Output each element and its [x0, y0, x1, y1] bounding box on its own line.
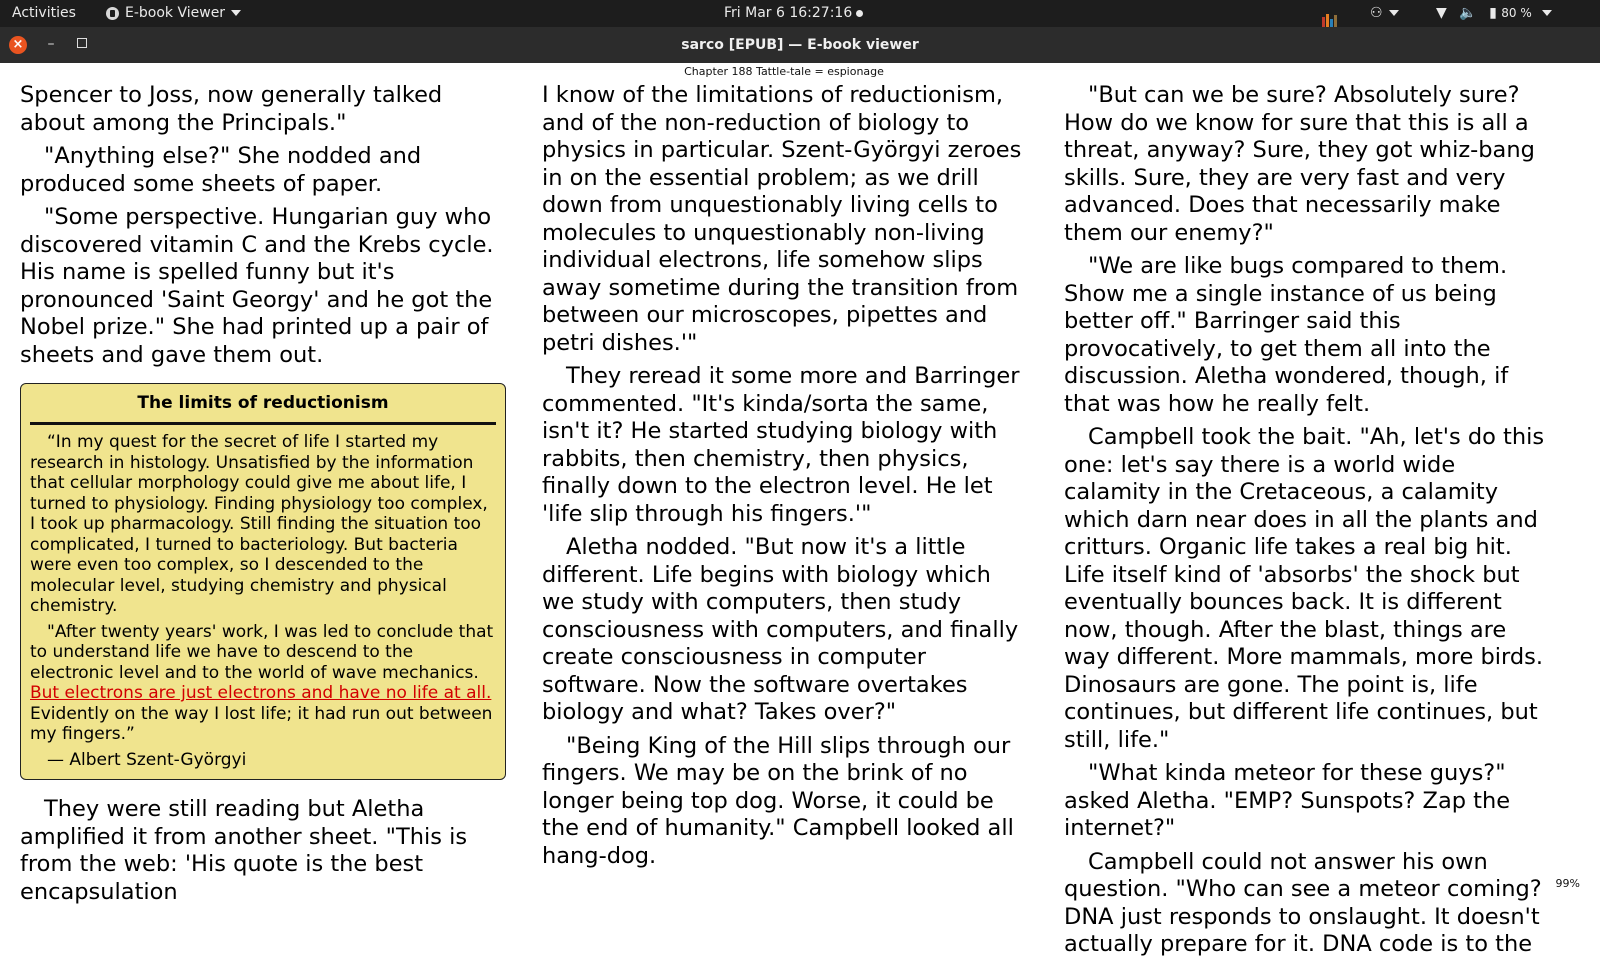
wifi-icon: ▼: [1436, 5, 1447, 21]
accessibility-menu[interactable]: [1370, 0, 1399, 27]
chevron-down-icon: [231, 10, 241, 16]
app-name: E-book Viewer: [125, 5, 226, 21]
quote-text: "After twenty years' work, I was led to conclude that to understand life we have to descend to the electronic level and to the world of wave mechanics.: [30, 621, 494, 683]
maximize-button[interactable]: [77, 38, 87, 48]
paragraph: Spencer to Joss, now generally talked about among the Principals.": [20, 82, 443, 136]
reading-progress: 99%: [1555, 877, 1580, 890]
paragraph: "But can we be sure? Absolutely sure? How do we know for sure that this is all a threat, anyway? Sure, they got whiz-bang skills. Sure, they are very fast and very advanced. Does that necessarily make them our enemy?": [1064, 82, 1535, 246]
quote-box: [20, 383, 506, 780]
battery-icon: ▮: [1489, 5, 1497, 21]
battery-level: 80 %: [1501, 6, 1532, 20]
paragraph: They were still reading but Aletha amplified it from another sheet. "This is from the web: 'His quote is the best encapsulation: [20, 796, 468, 905]
paragraph: Aletha nodded. "But now it's a little different. Life begins with biology which we study with computers, then study consciousness with computers, and finally create consciousness in computer software. Now the software overtakes biology and what? Takes over?": [542, 534, 1019, 725]
close-button[interactable]: ×: [9, 36, 27, 54]
window-titlebar: [0, 27, 1600, 63]
datetime: Fri Mar 6 16:27:16: [724, 5, 853, 21]
top-bar: [0, 0, 1600, 27]
chapter-header: Chapter 188 Tattle-tale = espionage: [684, 65, 884, 78]
minimize-button[interactable]: –: [47, 36, 55, 52]
page-column-3: [1064, 82, 1550, 965]
accessibility-icon: ⚇: [1370, 5, 1383, 21]
paragraph: Campbell took the bait. "Ah, let's do this one: let's say there is a world wide calamity in the Cretaceous, a calamity which darn near does in all the plants and critturs. Organic life takes a real big hit. Life itself kind of 'absorbs' the shock but eventually bounces back. It is different now, though. After the blast, things are way different. More mammals, more birds. Dinosaurs are gone. The point is, life continues, but different life continues, but still, life.": [1064, 424, 1545, 753]
paragraph: "Some perspective. Hungarian guy who discovered vitamin C and the Krebs cycle. His name is spelled funny but it's pronounced 'Saint Georgy' and he got the Nobel prize." She had printed up a pair of sheets and gave them out.: [20, 204, 494, 368]
highlighted-quote[interactable]: But electrons are just electrons and have no life at all.: [30, 683, 492, 703]
volume-muted-icon: 🔈: [1459, 5, 1477, 21]
app-menu[interactable]: [106, 0, 241, 27]
page-column-2: [542, 82, 1028, 876]
paragraph: Campbell could not answer his own question. "Who can see a meteor coming? DNA just responds to onslaught. It doesn't actually prepare for it. DNA code is to the: [1064, 848, 1542, 957]
quote-paragraph: [30, 622, 496, 745]
paragraph: "What kinda meteor for these guys?" asked Aletha. "EMP? Sunspots? Zap the internet?": [1064, 760, 1511, 841]
clock[interactable]: [724, 0, 863, 27]
paragraph: "Anything else?" She nodded and produced some sheets of paper.: [20, 143, 422, 197]
paragraph: "We are like bugs compared to them. Show me a single instance of us being better off." Barringer said this provocatively, to get them all into the discussion. Aletha wondered, though, if that was how he really felt.: [1064, 253, 1509, 417]
quote-box-title: The limits of reductionism: [30, 392, 496, 425]
paragraph: They reread it some more and Barringer commented. "It's kinda/sorta the same, isn't it? He started studying biology with rabbits, then chemistry, then physics, finally down to the electron level. He let 'life slip through his fingers.'": [542, 363, 1020, 527]
paragraph: I know of the limitations of reductionism, and of the non-reduction of biology to physics in particular. Szent-Györgyi zeroes in on the essential problem; as we drill down from unquestionably living cells to molecules to unquestionably non-living individual electrons, life somehow slips away sometime during the transition from between our microscopes, pipettes and petri dishes.'": [542, 82, 1022, 356]
quote-paragraph: “In my quest for the secret of life I started my research in histology. Unsatisfied by the information that cellular morphology could give me about life, I turned to physiology. Finding physiology too complex, I took up pharmacology. Still finding the situation too complicated, I turned to bacteriology. But bacteria were even too complex, so I descended to the molecular level, studying chemistry and physical chemistry.: [30, 432, 488, 616]
calibre-tray-icon[interactable]: [1322, 0, 1342, 27]
notification-dot-icon: [856, 10, 863, 17]
quote-attribution: — Albert Szent-Györgyi: [47, 749, 247, 770]
system-menu[interactable]: [1436, 0, 1552, 27]
page-column-1: [20, 82, 506, 912]
quote-text: Evidently on the way I lost life; it had run out between my fingers.”: [30, 703, 493, 744]
chevron-down-icon: [1542, 10, 1552, 16]
chevron-down-icon: [1389, 10, 1399, 16]
window-title: sarco [EPUB] — E-book viewer: [681, 37, 919, 53]
ebook-viewer-icon: [106, 7, 119, 20]
activities-button[interactable]: Activities: [12, 5, 76, 21]
paragraph: "Being King of the Hill slips through our fingers. We may be on the brink of no longer being top dog. Worse, it could be the end of humanity." Campbell looked all hang-dog.: [542, 732, 1014, 869]
